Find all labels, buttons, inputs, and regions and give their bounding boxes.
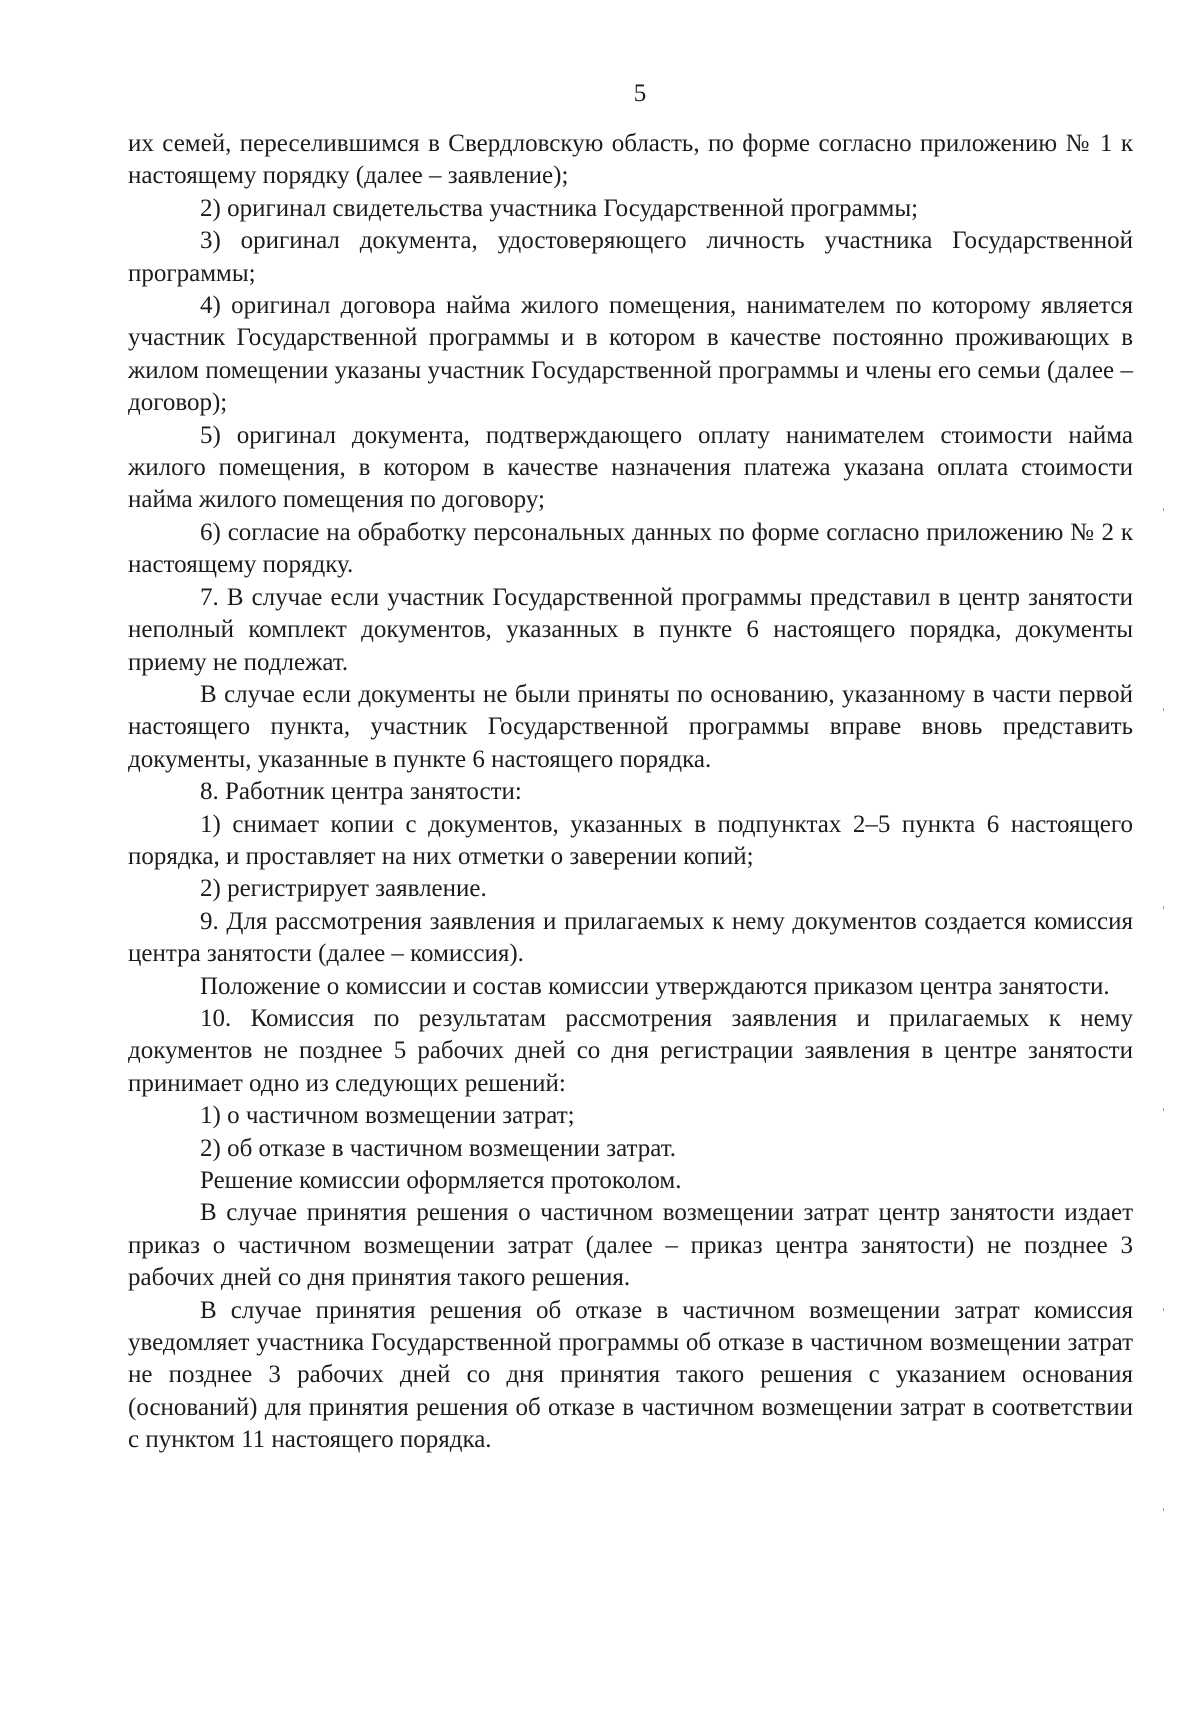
scan-speck (1163, 708, 1164, 711)
paragraph-clause-9-part-2: Положение о комиссии и состав комиссии утверждаются приказом центра занятости. (200, 972, 1110, 1000)
paragraph-clause-10-refusal: В случае принятия решения об отказе в частичном возмещении затрат комиссия уведомляет участника Государственной программы об отказе в частичном возмещении затрат не позднее 3 рабочих дней со дня принятия такого решения с указанием основания (оснований) для принятия решения об отказе в частичном возмещении затрат в соответствии с пунктом 11 настоящего порядка. (128, 1296, 1133, 1454)
paragraph-clause-8: 8. Работник центра занятости: (200, 778, 522, 806)
document-body (128, 128, 1133, 1457)
paragraph-clause-7: 7. В случае если участник Государственной программы представил в центр занятости неполный комплект документов, указанных в пункте 6 настоящего порядка, документы приему не подлежат. (128, 583, 1133, 676)
scan-speck (1163, 1108, 1164, 1111)
scan-speck (1163, 906, 1164, 909)
page-number: 5 (633, 80, 647, 107)
paragraph-clause-10-item-1: 1) о частичном возмещении затрат; (200, 1102, 575, 1130)
paragraph-clause-9: 9. Для рассмотрения заявления и прилагаемых к нему документов создается комиссия центра занятости (далее – комиссия). (128, 907, 1133, 968)
paragraph-clause-10-approval: В случае принятия решения о частичном возмещении затрат центр занятости издает приказ о частичном возмещении затрат (далее – приказ центра занятости) не позднее 3 рабочих дней со дня принятия такого решения. (128, 1199, 1133, 1292)
paragraph-item-4: 4) оригинал договора найма жилого помещения, нанимателем по которому является участник Государственной программы и в котором в качестве постоянно проживающих в жилом помещении указаны участник Государственной программы и члены его семьи (далее – договор); (128, 292, 1133, 417)
paragraph-item-2: 2) оригинал свидетельства участника Государственной программы; (200, 194, 919, 222)
paragraph-clause-7-part-2: В случае если документы не были приняты по основанию, указанному в части первой настоящего пункта, участник Государственной программы вправе вновь представить документы, указанные в пункте 6 настоящего порядка. (128, 680, 1133, 773)
paragraph-clause-10-protocol: Решение комиссии оформляется протоколом. (200, 1167, 682, 1194)
scan-speck (1163, 508, 1164, 511)
paragraph-item-5: 5) оригинал документа, подтверждающего оплату нанимателем стоимости найма жилого помещения, в котором в качестве назначения платежа указана оплата стоимости найма жилого помещения по договору; (128, 421, 1133, 514)
paragraph-item-6: 6) согласие на обработку персональных данных по форме согласно приложению № 2 к настоящему порядку. (128, 518, 1133, 579)
paragraph-continuation: их семей, переселившимся в Свердловскую область, по форме согласно приложению № 1 к настоящему порядку (далее – заявление); (128, 130, 1133, 190)
paragraph-clause-10: 10. Комиссия по результатам рассмотрения заявления и прилагаемых к нему документов не позднее 5 рабочих дней со дня регистрации заявления в центре занятости принимает одно из следующих решений: (128, 1004, 1133, 1097)
paragraph-clause-8-item-2: 2) регистрирует заявление. (200, 875, 487, 903)
paragraph-clause-8-item-1: 1) снимает копии с документов, указанных в подпунктах 2–5 пункта 6 настоящего порядка, и проставляет на них отметки о заверении копий; (128, 810, 1133, 870)
paragraph-clause-10-item-2: 2) об отказе в частичном возмещении затрат. (200, 1134, 677, 1162)
scan-speck (1163, 1308, 1164, 1311)
scan-speck (1163, 1508, 1164, 1511)
paragraph-item-3: 3) оригинал документа, удостоверяющего личность участника Государственной программы; (128, 227, 1133, 287)
